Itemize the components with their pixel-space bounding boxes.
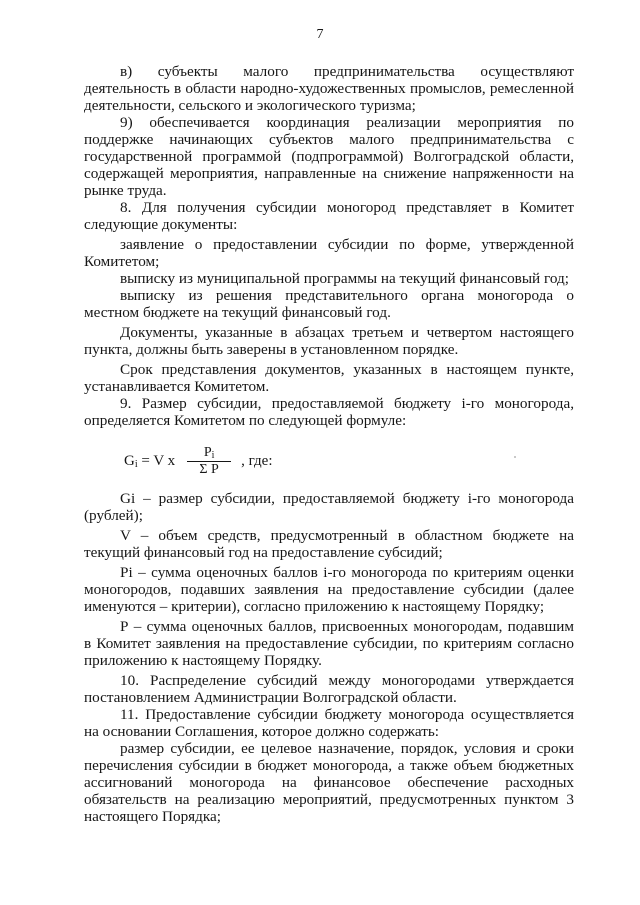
paragraph-application: заявление о предоставлении субсидии по форме, утвержденной Комитетом; bbox=[84, 236, 574, 270]
paragraph-decision-extract: выписку из решения представительного органа моногорода о местном бюджете на текущий финансовый год. bbox=[84, 287, 574, 321]
paragraph-program-extract: выписку из муниципальной программы на текущий финансовый год; bbox=[120, 270, 569, 287]
formula-numerator: $P_i$ bbox=[203, 445, 215, 461]
paragraph-deadline: Срок представления документов, указанных в настоящем пункте, устанавливается Комитетом. bbox=[84, 361, 574, 395]
text-block-upper bbox=[84, 63, 574, 429]
paragraph-v-definition: V – объем средств, предусмотренный в областном бюджете на текущий финансовый год на предоставление субсидий; bbox=[84, 527, 574, 561]
paragraph-item-10-distribution: 10. Распределение субсидий между моногородами утверждается постановлением Администрации Волгоградской области. bbox=[84, 672, 574, 706]
formula-tail: , где: bbox=[241, 453, 273, 469]
paragraph-gi-definition: Gi – размер субсидии, предоставляемой бюджету i-го моногорода (рублей); bbox=[84, 490, 574, 524]
text-block-lower bbox=[84, 490, 574, 825]
paragraph-agreement-contents: размер субсидии, ее целевое назначение, порядок, условия и сроки перечисления субсидии в бюджет моногорода, а также объем бюджетных ассигнований моногорода на финансовое обеспечение расходных обязательств на реализацию мероприятий, предусмотренных пунктом 3 настоящего Порядка; bbox=[84, 740, 574, 825]
page-number: 7 bbox=[316, 27, 324, 42]
paragraph-pi-definition: Pi – сумма оценочных баллов i-го моногорода по критериям оценки моногородов, подавших заявления на предоставление субсидии (далее именуются – критерии), согласно приложению к настоящему Порядку; bbox=[84, 564, 574, 615]
subsidy-formula bbox=[124, 446, 273, 477]
paragraph-item-8-documents: 8. Для получения субсидии моногород представляет в Комитет следующие документы: bbox=[84, 199, 574, 233]
paragraph-item-9-size: 9. Размер субсидии, предоставляемой бюджету i-го моногорода, определяется Комитетом по следующей формуле: bbox=[84, 395, 574, 429]
paragraph-certification: Документы, указанные в абзацах третьем и четвертом настоящего пункта, должны быть заверены в установленном порядке. bbox=[84, 324, 574, 358]
paragraph-item-11-agreement: 11. Предоставление субсидии бюджету моногорода осуществляется на основании Соглашения, которое должно содержать: bbox=[84, 706, 574, 740]
formula-lhs: $G_i = V$ x bbox=[124, 453, 176, 470]
paragraph-item-9-coordination: 9) обеспечивается координация реализации мероприятия по поддержке начинающих субъектов малого предпринимательства с государственной программой (подпрограммой) Волгоградской области, содержащей мероприятия, направленные на снижение напряженности на рынке труда. bbox=[84, 114, 574, 199]
scan-speck bbox=[514, 456, 516, 458]
formula-denominator: Σ P bbox=[199, 462, 219, 477]
paragraph-p-definition: Р – сумма оценочных баллов, присвоенных моногородам, подавшим в Комитет заявления на предоставление субсидии, по критериям согласно приложению к настоящему Порядку. bbox=[84, 618, 574, 669]
formula-fraction bbox=[187, 446, 231, 477]
paragraph-v-subjects: в) субъекты малого предпринимательства осуществляют деятельность в области народно-художественных промыслов, ремесленной деятельности, сельского и экологического туризма; bbox=[84, 63, 574, 114]
